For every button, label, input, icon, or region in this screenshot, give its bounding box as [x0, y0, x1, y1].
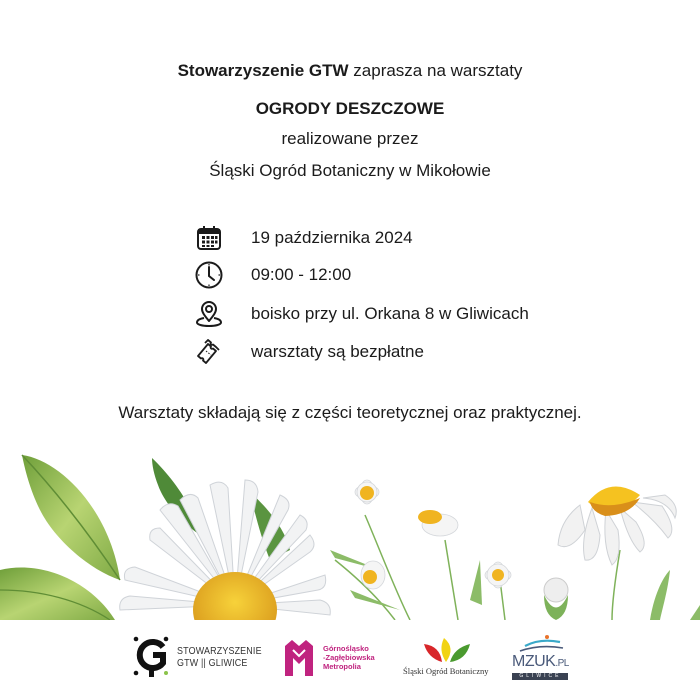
event-title: OGRODY DESZCZOWE	[255, 99, 445, 118]
mzuk-name: MZUK.PL	[512, 653, 569, 670]
logo-slaski-ogrod-botaniczny[interactable]	[403, 632, 488, 682]
detail-price	[193, 336, 613, 368]
realized-by-label: realizowane przez	[281, 129, 419, 148]
time-text: 09:00 - 12:00	[251, 265, 352, 284]
small-daisy-3	[482, 559, 513, 590]
sob-name: Śląski Ogród Botaniczny	[403, 666, 489, 676]
partner-name: Śląski Ogród Botaniczny w Mikołowie	[209, 161, 491, 180]
logo-gzm-metropolia[interactable]	[283, 632, 375, 682]
big-daisy	[120, 480, 331, 620]
gzm-m-icon	[283, 638, 315, 676]
intro-line	[0, 60, 700, 82]
small-daisy-4	[361, 561, 385, 589]
location-text: boisko przy ul. Orkana 8 w Gliwicach	[251, 304, 529, 323]
leaf-left-top	[22, 455, 120, 580]
logo-gtw[interactable]	[133, 632, 277, 682]
detail-date	[193, 222, 613, 254]
mzuk-gliwice-bar: GLIWICE	[512, 673, 568, 680]
calendar-icon	[193, 222, 225, 254]
gtw-g-icon	[133, 635, 169, 679]
detail-location	[193, 298, 613, 330]
gzm-name: Górnośląsko -Zagłębiowska Metropolia	[323, 643, 375, 671]
daisy-bud	[544, 578, 568, 620]
workshop-summary: Warsztaty składają się z części teoretycznej oraz praktycznej.	[118, 403, 582, 422]
mzuk-swimmer-icon	[515, 634, 565, 654]
location-pin-icon	[193, 298, 225, 330]
floral-illustration	[0, 440, 700, 620]
sob-leaves-icon	[418, 638, 474, 664]
clock-icon	[193, 259, 225, 291]
logo-mzuk[interactable]	[512, 632, 569, 682]
small-daisy-2	[418, 510, 458, 536]
ticket-icon	[193, 336, 225, 368]
large-drooping-daisy	[558, 486, 676, 565]
intro-text: zaprasza na warsztaty	[348, 61, 523, 80]
foliage	[330, 550, 700, 620]
partner-logos	[0, 620, 700, 700]
gtw-name: STOWARZYSZENIE GTW || GLIWICE	[177, 645, 262, 669]
detail-time	[193, 259, 613, 291]
price-text: warsztaty są bezpłatne	[251, 342, 424, 361]
organizer-name: Stowarzyszenie GTW	[177, 61, 349, 80]
date-text: 19 października 2024	[251, 228, 413, 247]
small-daisy-1	[353, 478, 381, 506]
leaf-left-bottom	[0, 567, 115, 620]
